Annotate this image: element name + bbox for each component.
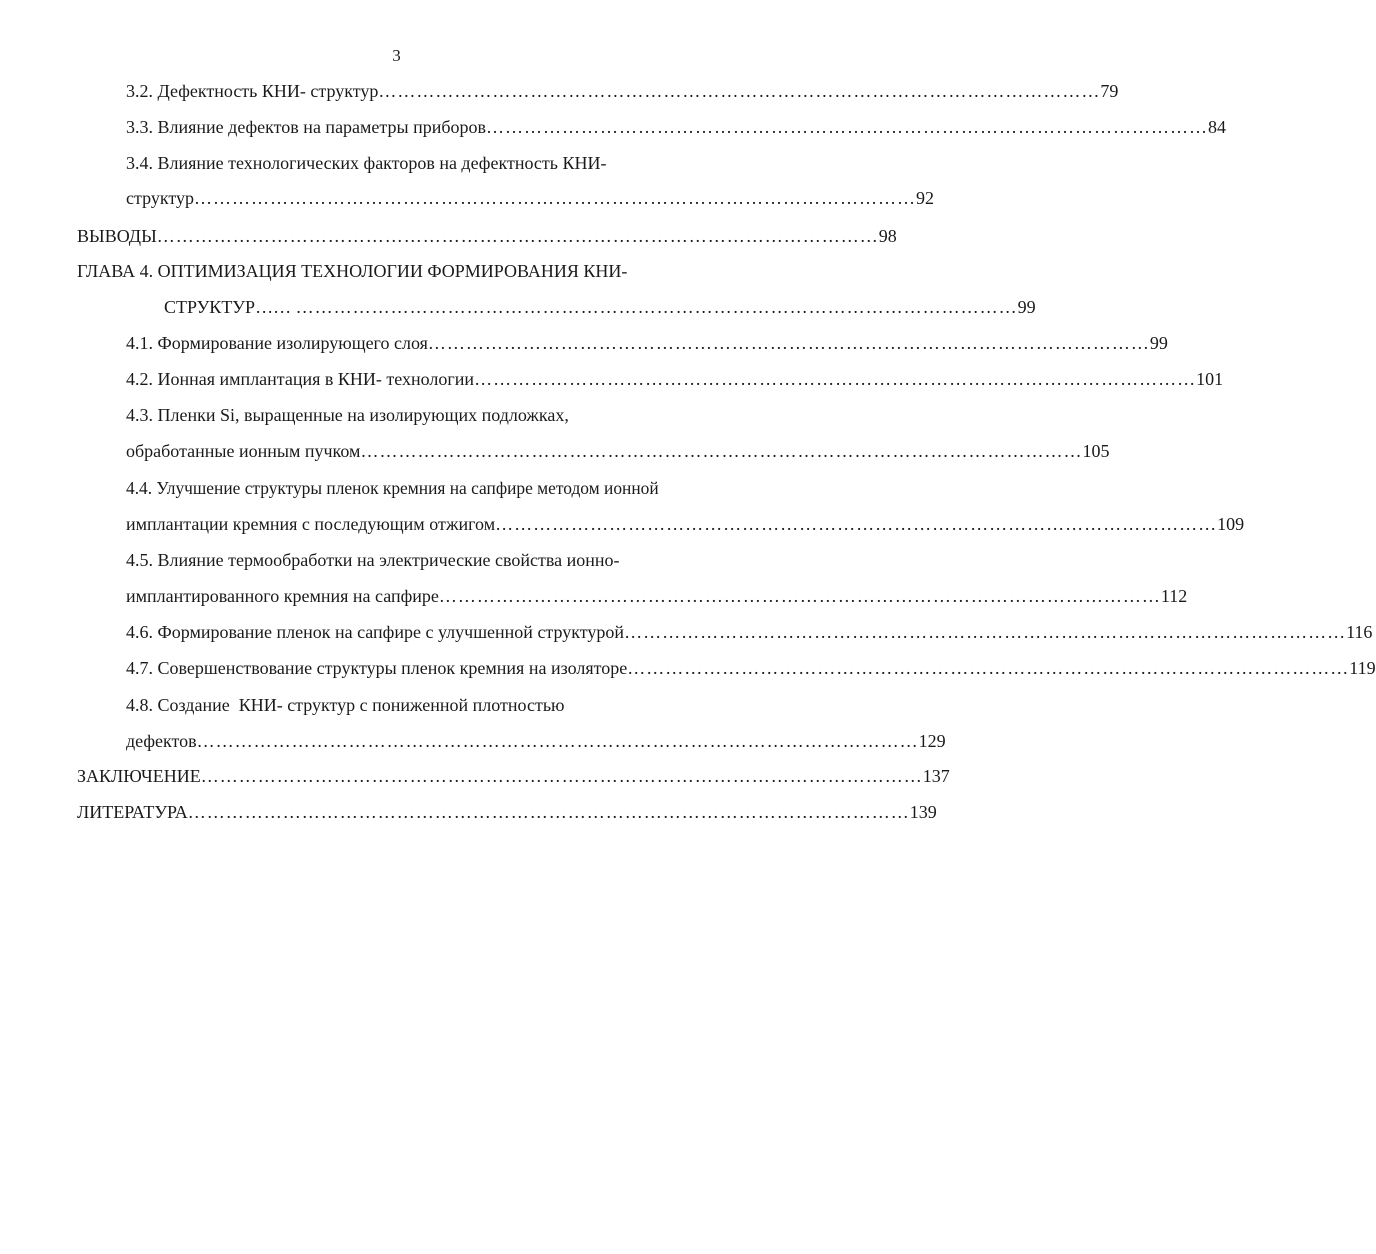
toc-entry-page: 109 bbox=[1217, 514, 1245, 534]
toc-entry-page: 105 bbox=[1082, 441, 1110, 461]
toc-entry-page: 92 bbox=[915, 188, 934, 208]
toc-entry-page: 99 bbox=[1017, 297, 1036, 317]
toc-entry-title: имплантации кремния с последующим отжигом bbox=[126, 514, 496, 534]
toc-entry bbox=[126, 368, 1224, 390]
toc-entry bbox=[77, 225, 897, 247]
toc-entry-page: 84 bbox=[1208, 117, 1227, 137]
toc-leader: …………………………………………………………………………………………………… bbox=[438, 586, 1161, 606]
toc-entry-title: 4.6. Формирование пленок на сапфире с улучшенной структурой bbox=[126, 622, 625, 642]
toc-entry-page: 139 bbox=[909, 802, 937, 822]
toc-entry-title: 3.4. Влияние технологических факторов на дефектность КНИ- bbox=[126, 153, 607, 173]
toc-leader: …………………………………………………………………………………………………… bbox=[200, 766, 923, 786]
toc-entry bbox=[77, 765, 950, 787]
toc-entry-title: ВЫВОДЫ bbox=[77, 226, 157, 246]
toc-entry bbox=[164, 296, 1036, 318]
toc-entry bbox=[126, 404, 569, 426]
toc-leader: …………………………………………………………………………………………………… bbox=[495, 514, 1218, 534]
toc-entry-title: 4.1. Формирование изолирующего слоя bbox=[126, 333, 428, 353]
toc-entry bbox=[126, 332, 1168, 354]
toc-entry-title: 4.5. Влияние термообработки на электрические свойства ионно- bbox=[126, 550, 620, 570]
toc-leader: …………………………………………………………………………………………………… bbox=[427, 333, 1150, 353]
toc-entry bbox=[126, 657, 1376, 679]
toc-entry-title: 3.2. Дефектность КНИ- структур bbox=[126, 81, 379, 101]
toc-leader: …………………………………………………………………………………………………… bbox=[627, 658, 1350, 678]
toc-entry-page: 116 bbox=[1346, 622, 1373, 642]
toc-entry-page: 137 bbox=[922, 766, 950, 786]
toc-entry bbox=[126, 116, 1227, 138]
toc-leader: …………………………………………………………………………………………………… bbox=[474, 369, 1197, 389]
toc-entry-page: 99 bbox=[1149, 333, 1168, 353]
toc-leader: …………………………………………………………………………………………………… bbox=[156, 226, 879, 246]
toc-entry-page: 129 bbox=[918, 731, 946, 751]
toc-entry-title: 4.2. Ионная имплантация в КНИ- технологии bbox=[126, 369, 475, 389]
toc-entry-page: 112 bbox=[1160, 586, 1188, 606]
toc-entry-title: обработанные ионным пучком bbox=[126, 441, 361, 461]
toc-entry-title: 3.3. Влияние дефектов на параметры приборов bbox=[126, 117, 487, 137]
toc-entry-page: 119 bbox=[1349, 658, 1376, 678]
toc-entry bbox=[77, 260, 627, 282]
page-number: 3 bbox=[392, 46, 401, 65]
toc-chapter-title: ГЛАВА 4. ОПТИМИЗАЦИЯ ТЕХНОЛОГИИ ФОРМИРОВАНИЯ КНИ- bbox=[77, 261, 628, 281]
toc-leader: …………………………………………………………………………………………………… bbox=[378, 81, 1101, 101]
toc-entry-page: 101 bbox=[1196, 369, 1224, 389]
toc-leader: …………………………………………………………………………………………………… bbox=[193, 188, 916, 208]
toc-leader: …………………………………………………………………………………………………… bbox=[624, 622, 1347, 642]
toc-entry bbox=[126, 621, 1373, 643]
toc-entry-title: 4.8. Создание КНИ- структур с пониженной плотностью bbox=[126, 695, 565, 715]
toc-entry bbox=[77, 801, 937, 823]
toc-entry-title: СТРУКТУР…… bbox=[164, 297, 296, 317]
toc-leader: …………………………………………………………………………………………………… bbox=[360, 441, 1083, 461]
toc-entry bbox=[126, 440, 1110, 462]
toc-entry-title: ЗАКЛЮЧЕНИЕ bbox=[77, 766, 201, 786]
toc-leader: …………………………………………………………………………………………………… bbox=[196, 731, 919, 751]
toc-entry bbox=[126, 152, 606, 174]
toc-entry-title: имплантированного кремния на сапфире bbox=[126, 586, 439, 606]
toc-leader: …………………………………………………………………………………………………… bbox=[295, 297, 1018, 317]
toc-entry-title: ЛИТЕРАТУРА bbox=[77, 802, 188, 822]
toc-entry bbox=[126, 187, 934, 209]
toc-leader: …………………………………………………………………………………………………… bbox=[486, 117, 1209, 137]
toc-entry-title: 4.4. Улучшение структуры пленок кремния на сапфире методом ионной bbox=[126, 478, 659, 498]
toc-entry-title: дефектов bbox=[126, 731, 197, 751]
toc-entry bbox=[126, 730, 946, 752]
toc-entry bbox=[126, 694, 564, 716]
toc-entry bbox=[126, 513, 1245, 535]
toc-entry-title: структур bbox=[126, 188, 194, 208]
toc-leader: …………………………………………………………………………………………………… bbox=[187, 802, 910, 822]
toc-entry bbox=[126, 477, 659, 499]
toc-entry-page: 98 bbox=[878, 226, 897, 246]
toc-entry bbox=[126, 80, 1119, 102]
toc-entry-page: 79 bbox=[1100, 81, 1119, 101]
toc-entry bbox=[126, 585, 1188, 607]
toc-entry bbox=[126, 549, 620, 571]
toc-entry-title: 4.3. Пленки Si, выращенные на изолирующих подложках, bbox=[126, 405, 569, 425]
toc-entry-title: 4.7. Совершенствование структуры пленок кремния на изоляторе bbox=[126, 658, 628, 678]
